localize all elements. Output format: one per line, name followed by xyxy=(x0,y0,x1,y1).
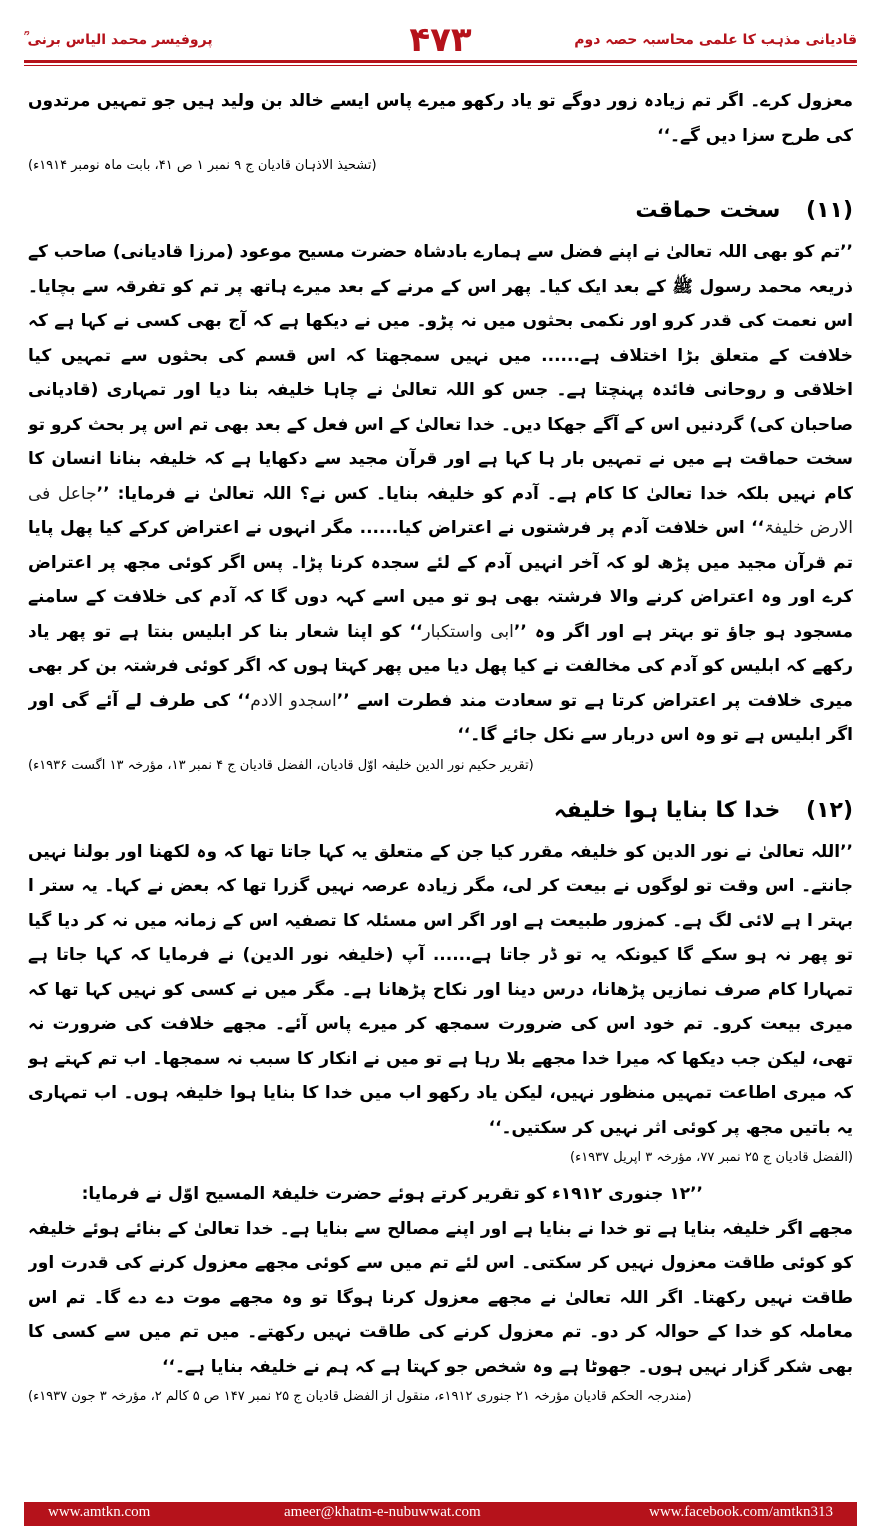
section-11-text xyxy=(28,235,853,753)
header-divider xyxy=(24,60,857,63)
arabic-quote: اسجدو الادم xyxy=(250,690,337,711)
footer-facebook-link[interactable]: www.facebook.com/amtkn313 xyxy=(649,1504,833,1520)
reference-citation: (تشحیذ الاذہان قادیان ج ۹ نمبر ۱ ص ۴۱، بابت ماہ نومبر ۱۹۱۴ء) xyxy=(28,158,377,173)
section-number: (۱۱) xyxy=(806,198,853,223)
page-number: ۴۷۳ xyxy=(409,20,472,60)
footer-email-link[interactable]: ameer@khatm-e-nubuwwat.com xyxy=(284,1504,481,1520)
reference-citation: (الفضل قادیان ج ۲۵ نمبر ۷۷، مؤرخہ ۳ اپریل ۱۹۳۷ء) xyxy=(570,1150,853,1165)
text-part: ‘‘ کی طرف لے آئے گی اور اگر ابلیس ہے تو وہ اس دربار سے نکل جائے گا۔‘‘ xyxy=(28,690,853,745)
quote-intro: ’’۱۲ جنوری ۱۹۱۲ء کو تقریر کرتے ہوئے حضرت خلیفۃ المسیح اوّل نے فرمایا: xyxy=(81,1184,703,1204)
text-part: ‘‘ کو اپنا شعار بنا کر ابلیس بنتا ہے تو پھر یاد رکھے کہ ابلیس کو آدم کی مخالفت نے کیا پھل دیا میں پھر کہتا ہوں کہ اگر کوئی فرشتہ بن کر بھی میری خلافت پر اعتراض کرتا ہے تو سعادت مند فطرت اسے ’’ xyxy=(28,621,853,711)
footer-bar xyxy=(24,1502,857,1526)
section-heading-11 xyxy=(28,189,853,233)
text-part: ‘‘ اس خلافت آدم پر فرشتوں نے اعتراض کیا...... مگر انہوں نے اعتراض کرکے کیا پھل پایا تم قرآن مجید میں پڑھ لو کہ آخر انہیں آدم کے لئے سجدہ کرنا پڑا۔ پس اگر کوئی مجھ پر اعتراض کرے اور وہ اعتراض کرنے والا فرشتہ بھی ہو تو میں اسے کہہ دوں گا کہ آدم کی خلافت کے سامنے مسجود ہو جاؤ تو بہتر ہے اور اگر وہ ’’ xyxy=(28,518,853,642)
book-title: قادیانی مذہب کا علمی محاسبہ حصہ دوم xyxy=(574,32,857,48)
section-title: خدا کا بنایا ہوا خلیفہ xyxy=(553,797,781,823)
text-part: ’’تم کو بھی اللہ تعالیٰ نے اپنے فضل سے ہمارے بادشاہ حضرت مسیح موعود (مرزا قادیانی) صاحب کے ذریعہ محمد رسول ﷺ کے بعد ایک کیا۔ پھر اس کے مرنے کے بعد میرے ہاتھ پر تم کو تفرقہ سے بچایا۔ اس نعمت کی قدر کرو اور نکمی بحثوں میں نہ پڑو۔ میں نے دیکھا ہے کہ آج بھی کسی نے کہا ہے کہ خلافت کے متعلق بڑا اختلاف ہے...... میں نہیں سمجھتا کہ اس قسم کی بحثوں سے تمہیں کیا اخلاقی و روحانی فائدہ پہنچتا ہے۔ جس کو اللہ تعالیٰ نے چاہا خلیفہ بنا دیا اور تمہاری (قادیانی صاحبان کی) گردنیں اس کے آگے جھکا دیں۔ خدا تعالیٰ کے اس فعل کے بعد بھی تم اس پر بحث کرو تو سخت حماقت ہے میں نے تمہیں بار ہا کہا ہے اور قرآن مجید سے دکھایا ہے کہ خلیفہ بنانا انسان کا کام نہیں بلکہ خدا تعالیٰ کا کام ہے۔ آدم کو خلیفہ بنایا۔ کس نے؟ اللہ تعالیٰ نے فرمایا: ’’ xyxy=(28,242,853,504)
header-divider-thin xyxy=(24,65,857,66)
author-name: پروفیسر محمد الیاس برنی ؒ xyxy=(24,32,213,48)
page-body xyxy=(28,84,853,1474)
paragraph-continued: معزول کرے۔ اگر تم زیادہ زور دوگے تو یاد رکھو میرے پاس ایسے خالد بن ولید ہیں جو تمہیں مرتدوں کی طرح سزا دیں گے۔‘‘ xyxy=(28,91,853,146)
section-12-text: ’’اللہ تعالیٰ نے نور الدین کو خلیفہ مقرر کیا جن کے متعلق یہ کہا جاتا تھا کہ وہ لکھنا اور بولنا نہیں جانتے۔ اس وقت تو لوگوں نے بیعت کر لی، مگر زیادہ عرصہ نہیں گزرا تھا کہ بعض نے کہا۔ یہ ستر ا بہتر ا ہے لائی لگ ہے۔ کمزور طبیعت ہے اور اگر اس مسئلہ کا تصفیہ اس کے زمانہ میں نہ کر دیا گیا تو پھر نہ ہو سکے گا کیونکہ یہ تو ڈر جاتا ہے...... آپ (خلیفہ نور الدین) نے فرمایا کہ کہا جاتا ہے تمہارا کام صرف نمازیں پڑھانا، درس دینا اور نکاح پڑھانا ہے۔ مگر میں نے کسی کو نہیں کہا تھا کہ میری بیعت کرو۔ تم خود اس کی ضرورت سمجھ کر میرے پاس آئے۔ مجھے خلافت کی ضرورت نہ تھی، لیکن جب دیکھا کہ میرا خدا مجھے بلا رہا ہے تو میں نے انکار کا سبب نہ سمجھا۔ اب تم کہتے ہو کہ میری اطاعت تمہیں منظور نہیں، لیکن یاد رکھو اب میں خدا کا بنایا ہوا خلیفہ ہوں۔ اب تمہاری یہ باتیں مجھ پر کوئی اثر نہیں کر سکتیں۔‘‘ xyxy=(28,841,853,1138)
arabic-quote: ابی واستکبار xyxy=(422,621,514,642)
section-12-quote: مجھے اگر خلیفہ بنایا ہے تو خدا نے بنایا ہے اور اپنے مصالح سے بنایا ہے۔ خدا تعالیٰ کے بنائے ہوئے خلیفہ کو کوئی طاقت معزول نہیں کر سکتی۔ اس لئے تم میں سے کوئی مجھے معزول کرنے کی قدرت اور طاقت نہیں رکھتا۔ اگر اللہ تعالیٰ نے مجھے معزول کرنا ہوگا تو وہ مجھے موت دے دے گا۔ تم اس معاملہ کو خدا کے حوالہ کر دو۔ تم معزول کرنے کی طاقت نہیں رکھتے۔ میں تم میں سے کسی کا بھی شکر گزار نہیں ہوں۔ جھوٹا ہے وہ شخص جو کہتا ہے کہ ہم نے خلیفہ بنایا ہے۔‘‘ xyxy=(28,1218,853,1377)
reference-citation: (تقریر حکیم نور الدین خلیفہ اوّل قادیان، الفضل قادیان ج ۴ نمبر ۱۳، مؤرخہ ۱۳ اگست ۱۹۳۶ء) xyxy=(28,757,534,773)
reference-citation: (مندرجہ الحکم قادیان مؤرخہ ۲۱ جنوری ۱۹۱۲ء، منقول از الفضل قادیان ج ۲۵ نمبر ۱۴۷ ص ۵ کالم ۲، مؤرخہ ۳ جون ۱۹۳۷ء) xyxy=(28,1389,692,1404)
section-number: (۱۲) xyxy=(806,797,853,823)
arabic-quote: جاعل فی الارض خلیفۃ xyxy=(28,483,853,538)
section-heading-12 xyxy=(28,789,853,833)
footer-website-link[interactable]: www.amtkn.com xyxy=(48,1504,151,1520)
section-title: سخت حماقت xyxy=(635,198,781,223)
